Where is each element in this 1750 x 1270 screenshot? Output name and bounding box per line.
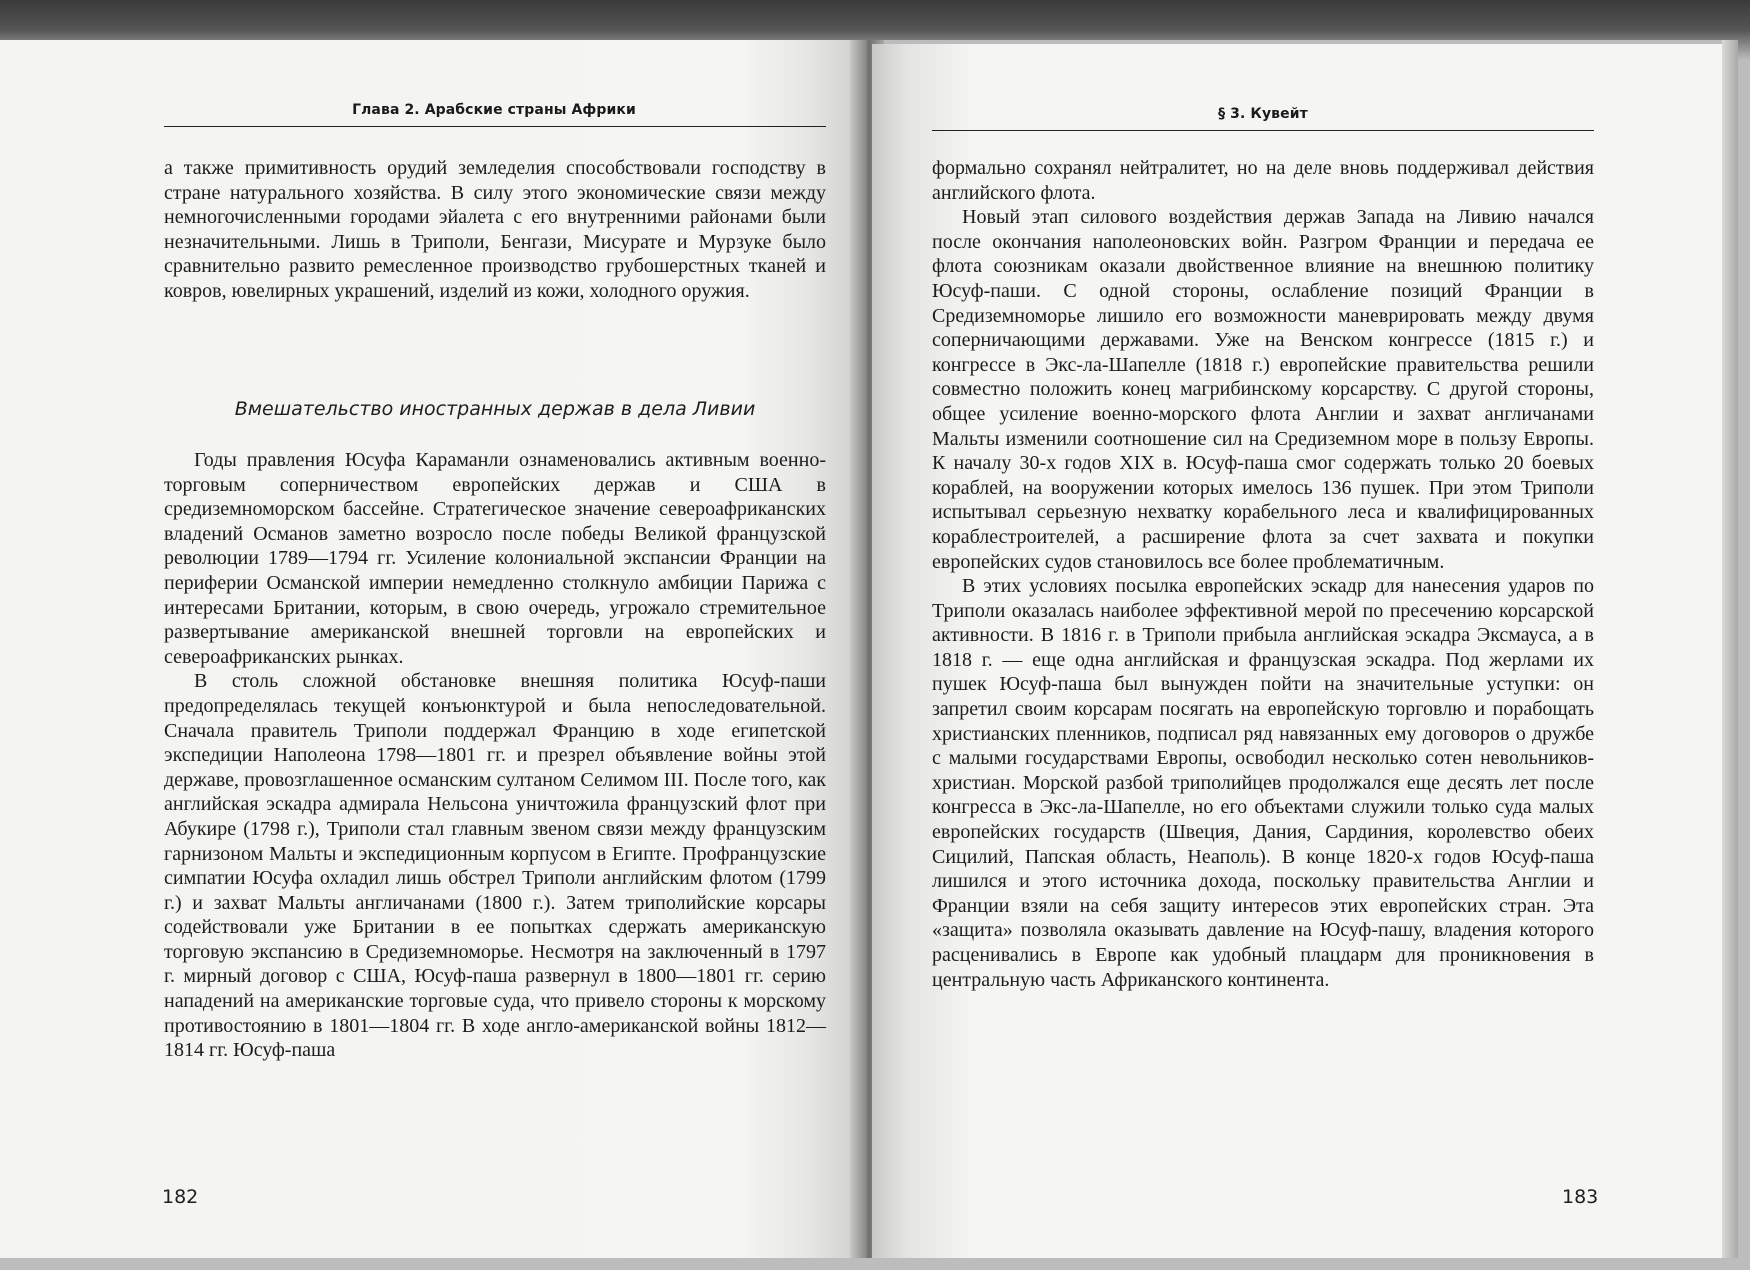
right-head-rule: [932, 130, 1594, 131]
left-page-number: 182: [162, 1186, 199, 1208]
page-edge: [1722, 40, 1738, 1258]
left-head-rule: [164, 126, 826, 127]
right-paragraph-1: формально сохранял нейтралитет, но на деле вновь поддерживал действия английского флота.: [932, 157, 1594, 204]
open-book: [0, 40, 1738, 1260]
left-page: [0, 40, 860, 1258]
section-heading: Вмешательство иностранных держав в дела Ливии: [234, 398, 756, 420]
left-text-block-2: [164, 448, 826, 1063]
right-text-block: [932, 156, 1594, 992]
right-paragraph-3: В этих условиях посылка европейских эскадр для нанесения ударов по Триполи оказалась наиболее эффективной мерой по пресечению корсарской активности. В 1816 г. в Триполи прибыла английская эскадра Эксмауса, а в 1818 г. — еще одна английская и французская эскадра. Под жерлами их пушек Юсуф-паша был вынужден пойти на значительные уступки: он запретил своим корсарам посягать на европейскую торговлю и порабощать христианских пленников, подписал ряд навязанных ему договоров о дружбе с малыми государствами Европы, освободил несколько сотен невольников-христиан. Морской разбой триполийцев продолжался еще десять лет после конгресса в Экс-ла-Шапелле, но его объектами служили только суда малых европейских государств (Швеция, Дания, Сардиния, королевство обеих Сицилий, Папская область, Неаполь). В конце 1820-х годов Юсуф-паша лишился и этого источника дохода, поскольку правительства Англии и Франции взяли на себя защиту интересов этих европейских стран. Эта «защита» позволяла оказывать давление на Юсуф-пашу, владения которого расценивались в Европе как удобный плацдарм для проникновения в центральную часть Африканского континента.: [932, 575, 1594, 991]
right-paragraph-2: Новый этап силового воздействия держав Запада на Ливию начался после окончания наполеоновских войн. Разгром Франции и передача ее флота союзникам оказали двойственное влияние на внешнюю политику Юсуф-паши. С одной стороны, ослабление позиций Франции в Средиземноморье лишило его возможности маневрировать между двумя соперничающими державами. Уже на Венском конгрессе (1815 г.) и конгрессе в Экс-ла-Шапелле (1818 г.) европейские правительства решили совместно положить конец магрибинскому корсарству. С другой стороны, общее усиление военно-морского флота Англии и захват англичанами Мальты изменили соотношение сил на Средиземном море в пользу Европы. К началу 30-х годов XIX в. Юсуф-паша смог содержать только 20 боевых кораблей, на вооружении которых имелось 136 пушек. При этом Триполи испытывал серьезную нехватку корабельного леса и квалифицированных кораблестроителей, а расширение флота за счет захвата и покупки европейских судов становилось все более проблематичным.: [932, 206, 1594, 573]
right-running-head: § 3. Кувейт: [1218, 106, 1308, 122]
left-text-block-1: [164, 156, 826, 304]
right-page: [872, 44, 1722, 1258]
left-paragraph-2: Годы правления Юсуфа Караманли ознаменовались активным военно-торговым соперничеством европейских держав и США в средиземноморском бассейне. Стратегическое значение североафриканских владений Османов заметно возросло после победы Великой французской революции 1789—1794 гг. Усиление колониальной экспансии Франции на периферии Османской империи немедленно столкнуло амбиции Парижа с интересами Британии, которым, в свою очередь, угрожало стремительное развертывание американской внешней торговли на европейских и североафриканских рынках.: [164, 449, 826, 668]
left-paragraph-3: В столь сложной обстановке внешняя политика Юсуф-паши предопределялась текущей конъюнктурой и была непоследовательной. Сначала правитель Триполи поддержал Францию в ходе египетской экспедиции Наполеона 1798—1801 гг. и презрел объявление войны этой державе, провозглашенное османским султаном Селимом III. После того, как английская эскадра адмирала Нельсона уничтожила французский флот при Абукире (1798 г.), Триполи стал главным звеном связи между французским гарнизоном Мальты и экспедиционным корпусом в Египте. Профранцузские симпатии Юсуфа охладил лишь обстрел Триполи английским флотом (1799 г.) и захват Мальты англичанами (1800 г.). Затем триполийские корсары содействовали уже Британии в ее попытках сдержать американскую торговую экспансию в Средиземноморье. Несмотря на заключенный в 1797 г. мирный договор с США, Юсуф-паша развернул в 1800—1801 гг. серию нападений на американские торговые суда, что привело стороны к морскому противостоянию в 1801—1804 гг. В ходе англо-американской войны 1812—1814 гг. Юсуф-паша: [164, 670, 826, 1062]
left-paragraph-1: а также примитивность орудий земледелия способствовали господству в стране натурального хозяйства. В силу этого экономические связи между немногочисленными городами эйалета с его внутренними районами были незначительными. Лишь в Триполи, Бенгази, Мисурате и Мурзуке было сравнительно развито ремесленное производство грубошерстных тканей и ковров, ювелирных украшений, изделий из кожи, холодного оружия.: [164, 157, 826, 302]
right-page-number: 183: [1562, 1186, 1599, 1208]
left-running-head: Глава 2. Арабские страны Африки: [352, 102, 636, 118]
